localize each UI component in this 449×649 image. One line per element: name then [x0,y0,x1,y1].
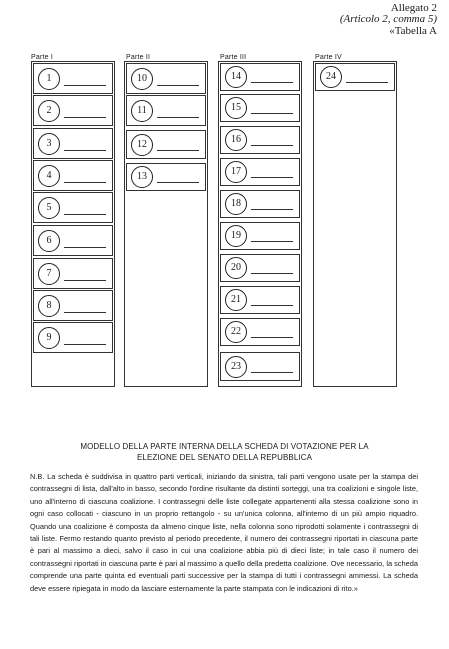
footnote-paragraph: N.B. La scheda è suddivisa in quattro parti verticali, iniziando da sinistra, tali parti vengono usate per la stampa dei contrassegni di lista, dall'alto in basso, secondo l'ordine risultante da distinti sorteggi, una tra coalizioni e singole liste, uno all'interno di ciascuna coalizione. I contrassegni delle liste collegate appartenenti alla stessa coalizione sono in ogni caso collocati - ciascuno in un proprio rettangolo - su un'unica colonna, all'interno di un più ampio riquadro. Quando una coalizione è composta da almeno cinque liste, nella colonna sono riprodotti solamente i contrassegni di tali liste. Fermo restando quanto previsto al periodo precedente, il numero dei contrassegni riportati in ciascuna parte è pari al massimo a dieci, salvo il caso in cui una coalizione abbia più di dieci liste; in tale caso il numero dei contrassegni riportati in ciascuna parte è pari al massimo a quello della predetta coalizione. Ove necessario, la scheda comprende una parte quinta ed eventuali parti successive per la stampa di tutti i contrassegni ammessi. La scheda deve essere ripiegata in modo da lasciare esternamente la parte stampata con le indicazioni di rito.» [30,472,418,593]
slot-line [64,344,106,345]
slot-number: 6 [38,230,60,252]
slot-line [251,145,293,146]
slot-number: 18 [225,193,247,215]
slot-number: 7 [38,263,60,285]
header-tabella: «Tabella A [389,25,437,37]
slot-24 [315,63,395,91]
header-articolo: (Articolo 2, comma 5) [339,13,437,25]
slot-15 [220,94,300,122]
slot-number: 3 [38,133,60,155]
slot-18 [220,190,300,218]
slot-10 [126,63,206,94]
slot-line [157,182,199,183]
slot-19 [220,222,300,250]
slot-number: 11 [131,100,153,122]
slot-line [251,177,293,178]
slot-number: 15 [225,97,247,119]
slot-line [64,85,106,86]
slot-line [64,182,106,183]
slot-line [64,312,106,313]
slot-number: 22 [225,321,247,343]
slot-number: 10 [131,68,153,90]
slot-7 [33,258,113,289]
slot-14 [220,63,300,91]
slot-number: 5 [38,197,60,219]
slot-3 [33,128,113,159]
slot-number: 2 [38,100,60,122]
slot-8 [33,290,113,321]
slot-line [64,247,106,248]
slot-11 [126,95,206,126]
slot-4 [33,160,113,191]
slot-line [64,117,106,118]
slot-line [251,372,293,373]
slot-number: 4 [38,165,60,187]
slot-number: 14 [225,66,247,88]
slot-line [64,280,106,281]
slot-number: 13 [131,166,153,188]
slot-17 [220,158,300,186]
slot-number: 23 [225,356,247,378]
slot-line [251,209,293,210]
part-label-1: Parte I [31,54,54,61]
document-title-line-2: ELEZIONE DEL SENATO DELLA REPUBBLICA [136,453,313,462]
slot-22 [220,318,300,346]
slot-number: 9 [38,327,60,349]
slot-9 [33,322,113,353]
slot-line [157,150,199,151]
slot-6 [33,225,113,256]
slot-number: 1 [38,68,60,90]
slot-number: 19 [225,225,247,247]
slot-line [346,82,388,83]
slot-1 [33,63,113,94]
slot-number: 20 [225,257,247,279]
slot-line [251,273,293,274]
slot-line [64,150,106,151]
slot-2 [33,95,113,126]
slot-21 [220,286,300,314]
document-title-line-1: MODELLO DELLA PARTE INTERNA DELLA SCHEDA DI VOTAZIONE PER LA [80,442,369,451]
header-allegato: Allegato 2 [390,2,437,14]
part-label-3: Parte III [220,54,247,61]
slot-line [251,241,293,242]
slot-number: 24 [320,66,342,88]
slot-number: 21 [225,289,247,311]
slot-line [251,113,293,114]
slot-13 [126,163,206,191]
part-label-2: Parte II [126,54,151,61]
slot-number: 16 [225,129,247,151]
slot-line [157,117,199,118]
slot-line [157,85,199,86]
slot-number: 8 [38,295,60,317]
slot-5 [33,192,113,223]
slot-20 [220,254,300,282]
slot-number: 17 [225,161,247,183]
slot-23 [220,352,300,381]
slot-12 [126,130,206,159]
slot-line [64,214,106,215]
slot-number: 12 [131,134,153,156]
part-label-4: Parte IV [315,54,342,61]
slot-16 [220,126,300,154]
slot-line [251,82,293,83]
slot-line [251,305,293,306]
ballot-part-4 [313,61,397,387]
slot-line [251,337,293,338]
